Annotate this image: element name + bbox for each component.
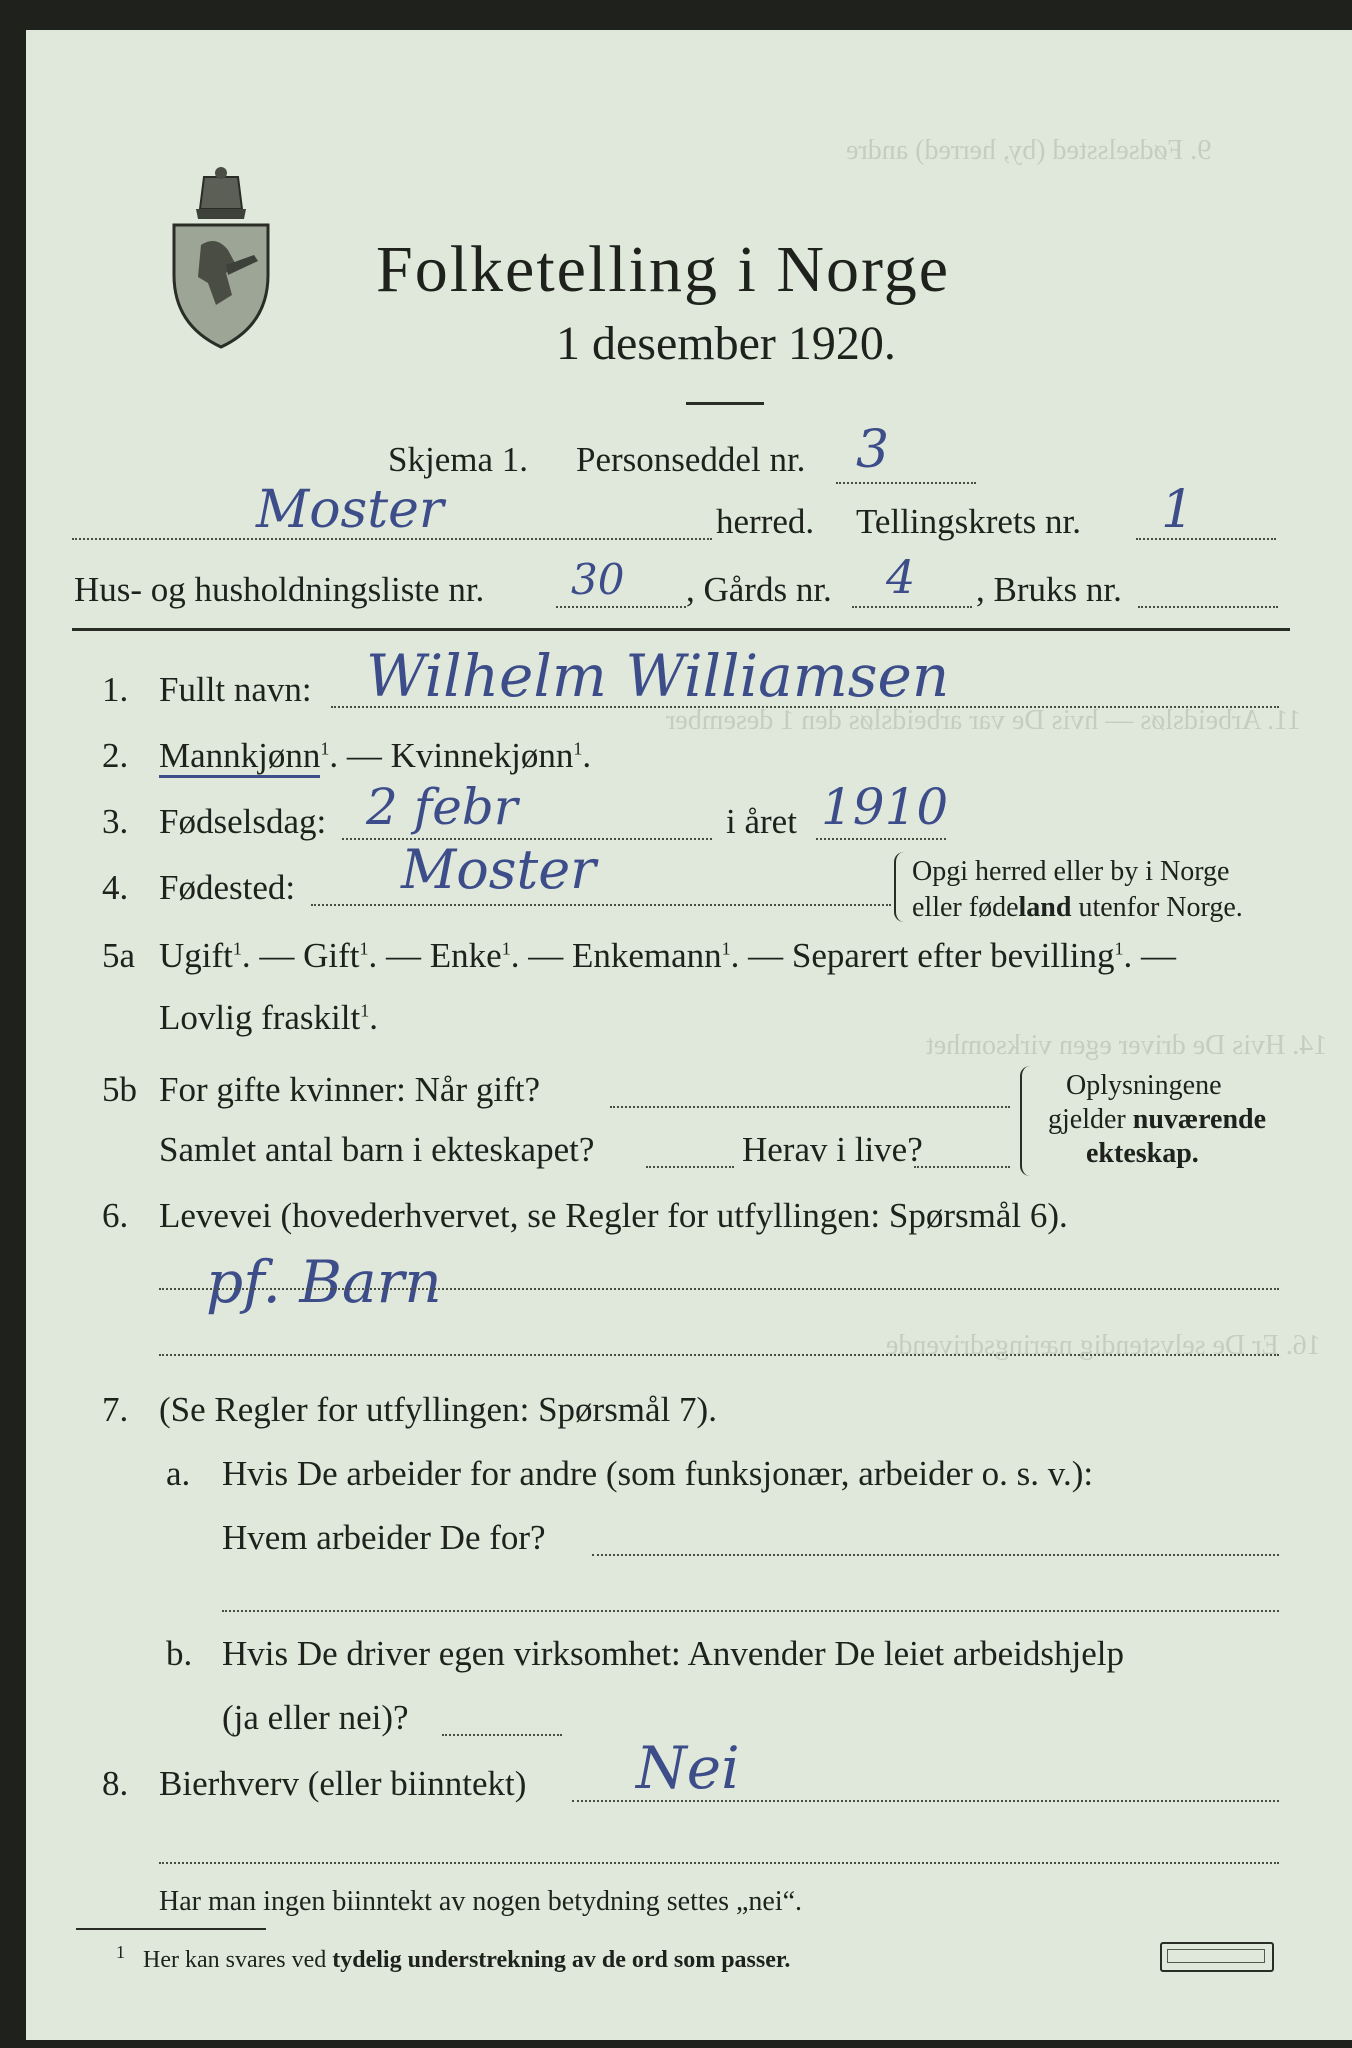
q6-field-line-2 — [159, 1354, 1279, 1356]
q1-value: Wilhelm Williamsen — [366, 642, 950, 710]
q3-number: 3. — [102, 802, 129, 841]
q7a-field-line-2 — [222, 1610, 1279, 1612]
q5b-barn-field-line — [646, 1166, 734, 1168]
q5b-barn-label: Samlet antal barn i ekteskapet? — [159, 1130, 595, 1169]
census-form — [26, 30, 1352, 2040]
personseddel-value: 3 — [856, 420, 890, 480]
q2-number: 2. — [102, 736, 129, 775]
personseddel-label: Personseddel nr. — [576, 440, 806, 479]
q7a-label: Hvis De arbeider for andre (som funksjonær, arbeider o. s. v.): — [222, 1454, 1094, 1493]
q7b-number: b. — [166, 1634, 193, 1673]
q5b-note-line1: Oplysningene — [1066, 1070, 1222, 1101]
q7-label: (Se Regler for utfyllingen: Spørsmål 7). — [159, 1390, 717, 1429]
gards-label: , Gårds nr. — [686, 570, 832, 609]
herred-label: herred. — [716, 502, 815, 541]
q4-value: Moster — [401, 838, 596, 901]
q4-label: Fødested: — [159, 868, 296, 907]
q6-label: Levevei (hovederhvervet, se Regler for utfyllingen: Spørsmål 6). — [159, 1196, 1068, 1235]
form-title: Folketelling i Norge — [376, 233, 951, 306]
q1-label: Fullt navn: — [159, 670, 312, 709]
q7-number: 7. — [102, 1390, 129, 1429]
printer-stamp-icon — [1160, 1942, 1274, 1972]
hus-value: 30 — [571, 555, 625, 604]
q3-label: Fødselsdag: — [159, 802, 327, 841]
q4-brace — [894, 852, 910, 922]
q3-value: 2 febr — [366, 778, 518, 836]
tellingskrets-label: Tellingskrets nr. — [856, 502, 1082, 541]
personseddel-field-line — [836, 482, 976, 484]
q3-year-value: 1910 — [821, 778, 949, 836]
norway-coat-of-arms-icon — [166, 165, 276, 350]
footnote: $^1$ Her kan svares ved tydelig understrekning av de ord som passer. — [116, 1942, 791, 1973]
gards-field-line — [852, 606, 972, 608]
bruks-field-line — [1138, 606, 1278, 608]
q5a-number: 5a — [102, 936, 136, 975]
q7b-label: Hvis De driver egen virksomhet: Anvender De leiet arbeidshjelp — [222, 1634, 1124, 1673]
gards-value: 4 — [886, 550, 916, 604]
q6-number: 6. — [102, 1196, 129, 1235]
bleed-through-text: 9. Fødselssted (by, herred) andre — [846, 135, 1212, 166]
q5b-brace — [1020, 1066, 1036, 1176]
q2-options: Mannkjønn$^1$. — Kvinnekjønn$^1$. — [159, 736, 591, 776]
q2-male-option: Mannkjønn — [159, 736, 320, 778]
q4-field-line — [311, 904, 891, 906]
q5b-label: For gifte kvinner: Når gift? — [159, 1070, 541, 1109]
tellingskrets-field-line — [1136, 538, 1276, 540]
biinntekt-note: Har man ingen biinntekt av nogen betydning settes „nei“. — [159, 1886, 803, 1917]
q5b-live-label: Herav i live? — [742, 1130, 923, 1169]
bleed-through-text: 11. Arbeidsløs — hvis De var arbeidsløs den 1 desember — [666, 705, 1302, 736]
form-date: 1 desember 1920. — [556, 317, 896, 370]
q5b-field-line — [610, 1106, 1010, 1108]
q1-number: 1. — [102, 670, 129, 709]
herred-value: Moster — [256, 480, 444, 540]
q5b-note-line3: ekteskap. — [1086, 1138, 1199, 1169]
q6-value: pf. Barn — [206, 1248, 442, 1316]
q3-year-field-line — [816, 838, 946, 840]
q7b-label2: (ja eller nei)? — [222, 1698, 409, 1737]
bruks-label: , Bruks nr. — [976, 570, 1122, 609]
header-divider — [72, 628, 1290, 631]
hus-label: Hus- og husholdningsliste nr. — [74, 570, 485, 609]
skjema-label: Skjema 1. — [388, 440, 528, 479]
q5b-number: 5b — [102, 1070, 137, 1109]
q8-label: Bierhverv (eller biinntekt) — [159, 1764, 527, 1803]
q5b-note-line2: gjelder nuværende — [1048, 1104, 1267, 1135]
q4-note-line2: eller fødeland utenfor Norge. — [912, 892, 1243, 923]
q5b-live-field-line — [914, 1166, 1010, 1168]
q4-number: 4. — [102, 868, 129, 907]
q7a-number: a. — [166, 1454, 191, 1493]
q5a-fraskilt: Lovlig fraskilt$^1$. — [159, 998, 378, 1037]
q3-year-label: i året — [726, 802, 797, 841]
q7b-field-line — [442, 1734, 562, 1736]
title-divider — [686, 402, 764, 405]
q5a-options: Ugift$^1$. — Gift$^1$. — Enke$^1$. — Enkemann$^1$. — Separert efter bevilling$^1$. — — [159, 936, 1177, 975]
q6-field-line-1 — [159, 1288, 1279, 1290]
hus-field-line — [556, 606, 686, 608]
bleed-through-text: 16. Er De selvstendig næringsdrivende — [886, 1330, 1321, 1361]
q8-field-line-2 — [159, 1862, 1279, 1864]
q7a-field-line-1 — [592, 1554, 1279, 1556]
q8-number: 8. — [102, 1764, 129, 1803]
q4-note-line1: Opgi herred eller by i Norge — [912, 856, 1230, 887]
q7a-label2: Hvem arbeider De for? — [222, 1518, 546, 1557]
q2-female-option: — Kvinnekjønn — [346, 736, 574, 775]
footnote-rule — [76, 1928, 266, 1930]
tellingskrets-value: 1 — [1161, 480, 1195, 540]
bleed-through-text: 14. Hvis De driver egen virksomhet — [926, 1030, 1328, 1061]
q8-value: Nei — [636, 1734, 740, 1802]
